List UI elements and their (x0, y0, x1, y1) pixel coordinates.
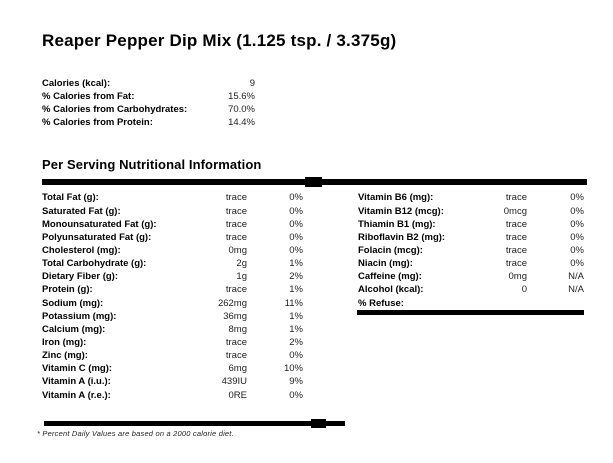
nutrient-daily-value: 11% (284, 297, 303, 309)
nutrient-row (42, 336, 303, 349)
nutrient-label: Vitamin B12 (mcg): (358, 205, 444, 217)
nutrient-daily-value: 1% (289, 310, 303, 322)
nutrient-daily-value: 0% (289, 231, 303, 243)
summary-row (42, 90, 255, 103)
nutrient-row (358, 218, 584, 231)
summary-value: 9 (249, 78, 255, 89)
nutrient-daily-value: N/A (568, 271, 584, 283)
nutrient-label: Thiamin B1 (mg): (358, 218, 436, 230)
nutrient-row (42, 270, 303, 283)
nutrient-amount: 36mg (223, 310, 247, 322)
nutrient-row (358, 231, 584, 244)
nutrient-label: Iron (mg): (42, 336, 87, 348)
nutrient-daily-value: 0% (289, 350, 303, 362)
nutrients-left-column (42, 191, 303, 401)
summary-label: % Calories from Carbohydrates: (42, 104, 188, 116)
nutrient-row (358, 283, 584, 296)
nutrient-daily-value: 0% (570, 244, 584, 256)
nutrient-row (358, 191, 584, 204)
nutrient-amount: trace (505, 258, 527, 270)
nutrient-label: Monounsaturated Fat (g): (42, 218, 157, 230)
nutrient-row (42, 323, 303, 336)
nutrient-amount: trace (225, 350, 247, 362)
nutrient-daily-value: 9% (289, 376, 303, 388)
calorie-summary (42, 77, 255, 129)
nutrient-amount: 0 (521, 284, 527, 296)
nutrient-row (42, 297, 303, 310)
nutrient-row (42, 191, 303, 204)
nutrient-row (42, 375, 303, 388)
page-title: Reaper Pepper Dip Mix (1.125 tsp. / 3.375g) (42, 31, 397, 50)
nutrient-label: Vitamin A (r.e.): (42, 389, 111, 401)
nutrient-daily-value: 10% (283, 363, 303, 375)
nutrient-label: Vitamin C (mg): (42, 363, 113, 375)
nutrient-amount: trace (225, 336, 247, 348)
nutrient-label: Riboflavin B2 (mg): (358, 231, 446, 243)
nutrient-daily-value: 0% (570, 258, 584, 270)
nutrient-label: Polyunsaturated Fat (g): (42, 231, 152, 243)
nutrient-label: Saturated Fat (g): (42, 205, 121, 217)
nutrient-label: Vitamin A (i.u.): (42, 376, 111, 388)
nutrient-label: Niacin (mg): (358, 258, 413, 270)
nutrient-amount: trace (225, 192, 247, 204)
nutrient-label: Sodium (mg): (42, 297, 104, 309)
nutrient-row (358, 205, 584, 218)
right-column-end-bar (357, 310, 584, 315)
nutrient-amount: 0RE (228, 389, 247, 401)
nutrient-label: Vitamin B6 (mg): (358, 192, 434, 204)
nutrient-amount: trace (505, 218, 527, 230)
nutrient-label: % Refuse: (358, 297, 404, 309)
nutrient-label: Cholesterol (mg): (42, 244, 121, 256)
section-heading: Per Serving Nutritional Information (42, 157, 262, 172)
nutrient-daily-value: 0% (570, 231, 584, 243)
summary-label: % Calories from Protein: (42, 117, 153, 129)
nutrient-amount: trace (505, 192, 527, 204)
nutrient-amount: 0mg (508, 271, 527, 283)
nutrient-row (42, 283, 303, 296)
nutrient-label: Folacin (mcg): (358, 244, 423, 256)
summary-value: 70.0% (228, 104, 255, 116)
nutrient-label: Caffeine (mg): (358, 271, 422, 283)
nutrient-label: Dietary Fiber (g): (42, 271, 119, 283)
nutrient-row (42, 205, 303, 218)
nutrient-daily-value: 2% (289, 271, 303, 283)
nutrient-row (42, 362, 303, 375)
section-divider-notch (305, 177, 322, 187)
nutrient-row (42, 257, 303, 270)
nutrient-daily-value: 0% (289, 218, 303, 230)
nutrient-amount: trace (225, 218, 247, 230)
nutrient-daily-value: 1% (289, 284, 303, 296)
nutrient-row (42, 218, 303, 231)
summary-row (42, 77, 255, 90)
footer-divider-notch (311, 419, 326, 428)
summary-value: 15.6% (228, 91, 255, 103)
nutrient-label: Potassium (mg): (42, 310, 117, 322)
nutrient-row (358, 270, 584, 283)
nutrient-amount: 0mcg (503, 205, 527, 217)
nutrient-daily-value: 0% (570, 218, 584, 230)
nutrient-label: Total Fat (g): (42, 192, 99, 204)
nutrient-row (42, 389, 303, 402)
nutrient-daily-value: 0% (289, 205, 303, 217)
daily-values-footnote: * Percent Daily Values are based on a 2000 calorie diet. (37, 428, 234, 438)
footer-divider-bar (44, 421, 345, 426)
nutrient-daily-value: 2% (289, 336, 303, 348)
summary-value: 14.4% (228, 117, 255, 129)
summary-label: % Calories from Fat: (42, 91, 135, 103)
nutrient-amount: trace (225, 205, 247, 217)
nutrient-row (42, 310, 303, 323)
nutrient-daily-value: 0% (289, 389, 303, 401)
nutrient-amount: 439IU (221, 376, 247, 388)
nutrient-daily-value: 0% (570, 205, 584, 217)
nutrient-amount: trace (505, 231, 527, 243)
nutrient-amount: trace (225, 284, 247, 296)
nutrient-daily-value: N/A (568, 284, 584, 296)
nutrient-daily-value: 0% (570, 192, 584, 204)
nutrient-amount: 6mg (228, 363, 247, 375)
nutrient-label: Alcohol (kcal): (358, 284, 424, 296)
nutrient-row (42, 231, 303, 244)
nutrient-label: Calcium (mg): (42, 323, 106, 335)
summary-label: Calories (kcal): (42, 78, 111, 89)
nutrient-row (42, 349, 303, 362)
nutrient-daily-value: 1% (289, 258, 303, 270)
nutrient-label: Protein (g): (42, 284, 93, 296)
nutrient-daily-value: 0% (289, 244, 303, 256)
nutrient-label: Total Carbohydrate (g): (42, 258, 147, 270)
nutrient-daily-value: 0% (289, 192, 303, 204)
summary-row (42, 116, 255, 129)
nutrient-row (358, 297, 584, 310)
nutrient-row (358, 257, 584, 270)
nutrient-label: Zinc (mg): (42, 350, 88, 362)
nutrient-amount: trace (505, 244, 527, 256)
nutrient-daily-value: 1% (289, 323, 303, 335)
nutrient-amount: 8mg (228, 323, 247, 335)
summary-row (42, 103, 255, 116)
nutrient-amount: trace (225, 231, 247, 243)
nutrient-amount: 262mg (217, 297, 247, 309)
nutrient-amount: 1g (236, 271, 247, 283)
nutrient-amount: 0mg (228, 244, 247, 256)
nutrient-row (358, 244, 584, 257)
nutrient-amount: 2g (236, 258, 247, 270)
nutrient-row (42, 244, 303, 257)
nutrients-right-column (358, 191, 584, 309)
